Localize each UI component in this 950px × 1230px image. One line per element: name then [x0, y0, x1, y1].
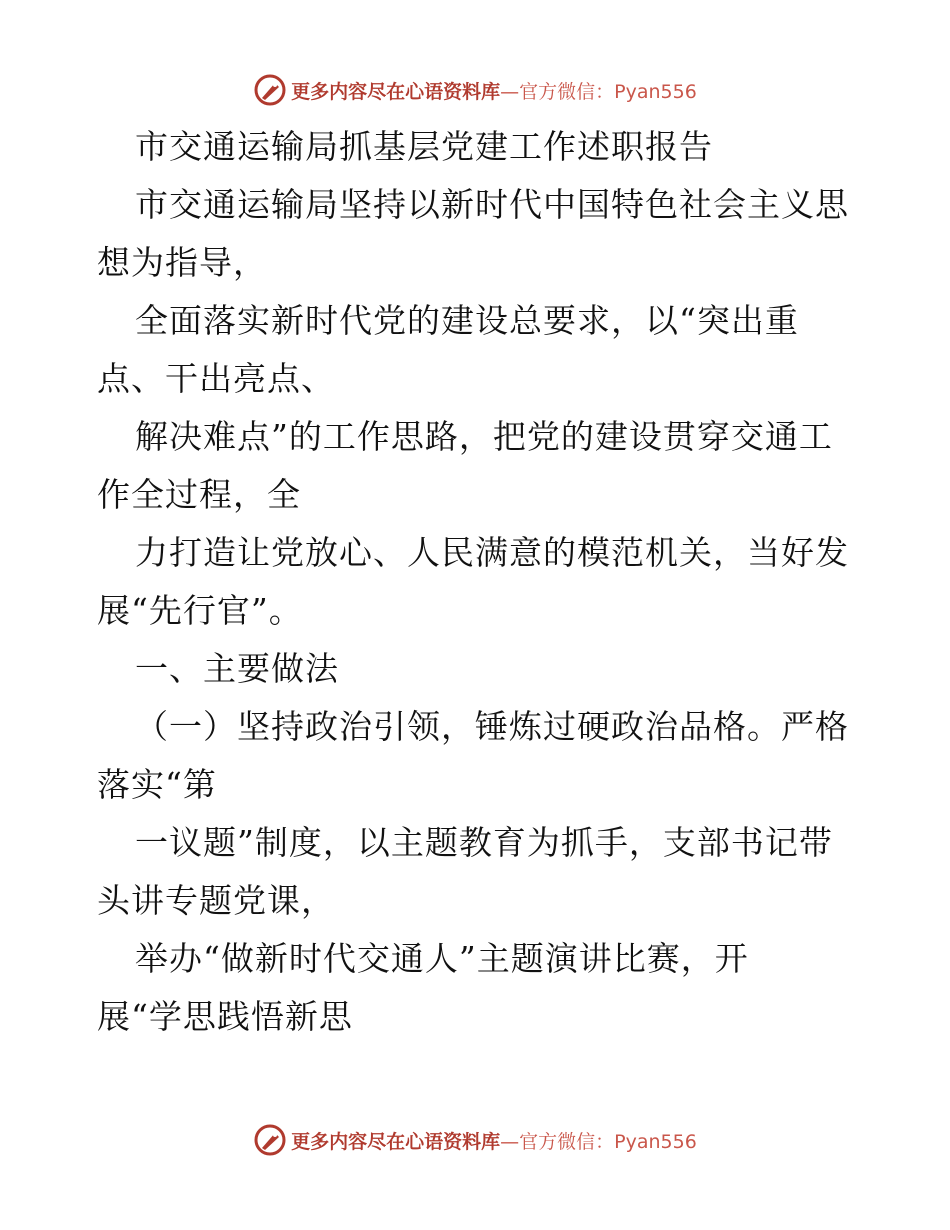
banner-sub-text: —官方微信：Pyan556 — [500, 1130, 697, 1153]
pen-nib-logo-icon — [253, 1123, 287, 1157]
banner-main-text: 更多内容尽在心语资料库 — [291, 80, 501, 103]
paragraph-line: 一议题”制度，以主题教育为抓手，支部书记带 — [135, 823, 833, 862]
paragraph-line: 想为指导， — [97, 243, 267, 282]
header-watermark-banner — [0, 70, 950, 110]
paragraph-line: 作全过程，全 — [97, 475, 301, 514]
paragraph-line: 全面落实新时代党的建设总要求，以“突出重 — [135, 301, 799, 340]
banner-sub-text: —官方微信：Pyan556 — [500, 80, 697, 103]
paragraph-line: 解决难点”的工作思路，把党的建设贯穿交通工 — [135, 417, 833, 456]
paragraph-line: 展“学思践悟新思 — [97, 997, 353, 1036]
paragraph-line: 市交通运输局坚持以新时代中国特色社会主义思 — [135, 185, 849, 224]
subsection-heading: （一）坚持政治引领，锤炼过硬政治品格。严格 — [135, 707, 849, 746]
paragraph-line: 力打造让党放心、人民满意的模范机关，当好发 — [135, 533, 849, 572]
section-heading: 一、主要做法 — [135, 649, 339, 688]
paragraph-line: 落实“第 — [97, 765, 217, 804]
paragraph-line: 展“先行官”。 — [97, 591, 303, 630]
banner-main-text: 更多内容尽在心语资料库 — [291, 1130, 501, 1153]
document-body — [97, 118, 857, 1046]
paragraph-line: 点、干出亮点、 — [97, 359, 335, 398]
paragraph-line: 举办“做新时代交通人”主题演讲比赛，开 — [135, 939, 749, 978]
document-title: 市交通运输局抓基层党建工作述职报告 — [135, 127, 713, 166]
paragraph-line: 头讲专题党课， — [97, 881, 335, 920]
pen-nib-logo-icon — [253, 73, 287, 107]
footer-watermark-banner — [0, 1120, 950, 1160]
